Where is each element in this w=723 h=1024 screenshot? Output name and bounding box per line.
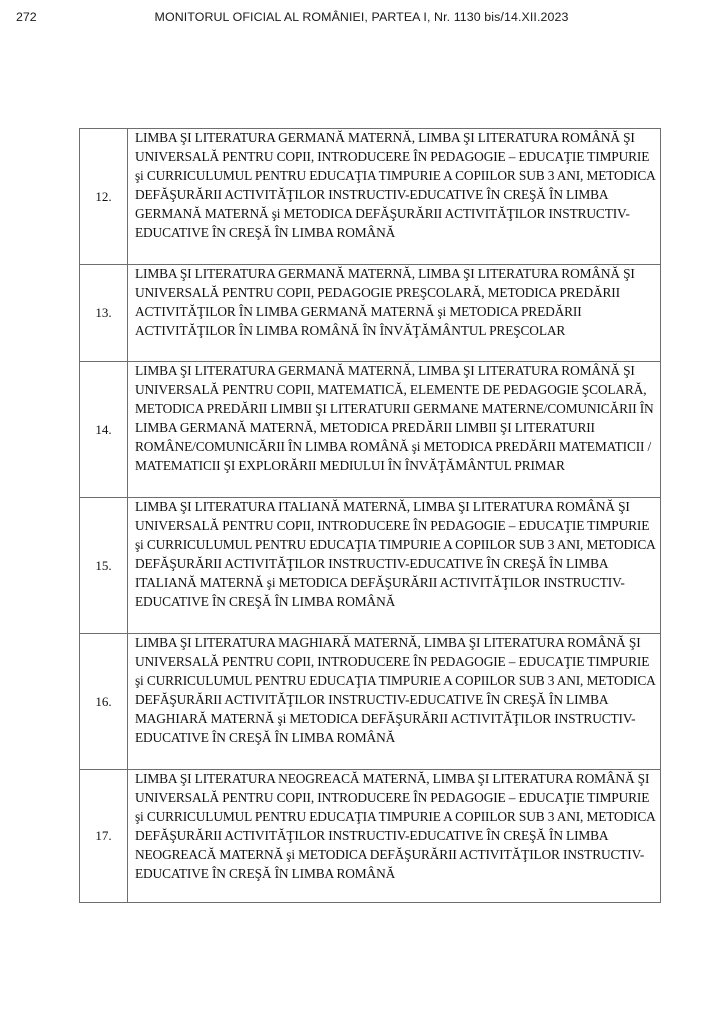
table-row	[80, 498, 661, 634]
row-text: LIMBA ŞI LITERATURA ITALIANĂ MATERNĂ, LIMBA ŞI LITERATURA ROMÂNĂ ŞI UNIVERSALĂ PENTRU COPII, INTRODUCERE ÎN PEDAGOGIE – EDUCAŢIE TIMPURIE şi CURRICULUMUL PENTRU EDUCAŢIA TIMPURIE A COPIILOR SUB 3 ANI, METODICA DEFĂŞURĂRII ACTIVITĂŢILOR INSTRUCTIV-EDUCATIVE ÎN CREŞĂ ÎN LIMBA ITALIANĂ MATERNĂ şi METODICA DEFĂŞURĂRII ACTIVITĂŢILOR INSTRUCTIV-EDUCATIVE ÎN CREŞĂ ÎN LIMBA ROMÂNĂ	[128, 498, 661, 634]
row-number: 17.	[80, 770, 128, 903]
row-text: LIMBA ŞI LITERATURA MAGHIARĂ MATERNĂ, LIMBA ŞI LITERATURA ROMÂNĂ ŞI UNIVERSALĂ PENTRU COPII, INTRODUCERE ÎN PEDAGOGIE – EDUCAŢIE TIMPURIE şi CURRICULUMUL PENTRU EDUCAŢIA TIMPURIE A COPIILOR SUB 3 ANI, METODICA DEFĂŞURĂRII ACTIVITĂŢILOR INSTRUCTIV-EDUCATIVE ÎN CREŞĂ ÎN LIMBA MAGHIARĂ MATERNĂ şi METODICA DEFĂŞURĂRII ACTIVITĂŢILOR INSTRUCTIV-EDUCATIVE ÎN CREŞĂ ÎN LIMBA ROMÂNĂ	[128, 634, 661, 770]
table-row	[80, 129, 661, 265]
table-row	[80, 634, 661, 770]
page-number: 272	[16, 10, 37, 24]
row-number: 12.	[80, 129, 128, 265]
row-number: 15.	[80, 498, 128, 634]
row-text: LIMBA ŞI LITERATURA GERMANĂ MATERNĂ, LIMBA ŞI LITERATURA ROMÂNĂ ŞI UNIVERSALĂ PENTRU COPII, MATEMATICĂ, ELEMENTE DE PEDAGOGIE ŞCOLARĂ, METODICA PREDĂRII LIMBII ŞI LITERATURII GERMANE MATERNE/COMUNICĂRII ÎN LIMBA GERMANĂ MATERNĂ, METODICA PREDĂRII LIMBII ŞI LITERATURII ROMÂNE/COMUNICĂRII ÎN LIMBA ROMÂNĂ şi METODICA PREDĂRII MATEMATICII / MATEMATICII ŞI EXPLORĂRII MEDIULUI ÎN ÎNVĂŢĂMÂNTUL PRIMAR	[128, 362, 661, 498]
gazette-title: MONITORUL OFICIAL AL ROMÂNIEI, PARTEA I, Nr. 1130 bis/14.XII.2023	[154, 10, 569, 24]
page-header	[0, 10, 723, 30]
row-text: LIMBA ŞI LITERATURA GERMANĂ MATERNĂ, LIMBA ŞI LITERATURA ROMÂNĂ ŞI UNIVERSALĂ PENTRU COPII, INTRODUCERE ÎN PEDAGOGIE – EDUCAŢIE TIMPURIE şi CURRICULUMUL PENTRU EDUCAŢIA TIMPURIE A COPIILOR SUB 3 ANI, METODICA DEFĂŞURĂRII ACTIVITĂŢILOR INSTRUCTIV-EDUCATIVE ÎN CREŞĂ ÎN LIMBA GERMANĂ MATERNĂ şi METODICA DEFĂŞURĂRII ACTIVITĂŢILOR INSTRUCTIV-EDUCATIVE ÎN CREŞĂ ÎN LIMBA ROMÂNĂ	[128, 129, 661, 265]
table-row	[80, 770, 661, 903]
row-number: 14.	[80, 362, 128, 498]
content-table	[79, 128, 661, 903]
row-text: LIMBA ŞI LITERATURA NEOGREACĂ MATERNĂ, LIMBA ŞI LITERATURA ROMÂNĂ ŞI UNIVERSALĂ PENTRU COPII, INTRODUCERE ÎN PEDAGOGIE – EDUCAŢIE TIMPURIE şi CURRICULUMUL PENTRU EDUCAŢIA TIMPURIE A COPIILOR SUB 3 ANI, METODICA DEFĂŞURĂRII ACTIVITĂŢILOR INSTRUCTIV-EDUCATIVE ÎN CREŞĂ ÎN LIMBA NEOGREACĂ MATERNĂ şi METODICA DEFĂŞURĂRII ACTIVITĂŢILOR INSTRUCTIV-EDUCATIVE ÎN CREŞĂ ÎN LIMBA ROMÂNĂ	[128, 770, 661, 903]
table-row	[80, 362, 661, 498]
row-text: LIMBA ŞI LITERATURA GERMANĂ MATERNĂ, LIMBA ŞI LITERATURA ROMÂNĂ ŞI UNIVERSALĂ PENTRU COPII, PEDAGOGIE PREŞCOLARĂ, METODICA PREDĂRII ACTIVITĂŢILOR ÎN LIMBA GERMANĂ MATERNĂ şi METODICA PREDĂRII ACTIVITĂŢILOR ÎN LIMBA ROMÂNĂ ÎN ÎNVĂŢĂMÂNTUL PREŞCOLAR	[128, 265, 661, 362]
row-number: 13.	[80, 265, 128, 362]
row-number: 16.	[80, 634, 128, 770]
table-row	[80, 265, 661, 362]
